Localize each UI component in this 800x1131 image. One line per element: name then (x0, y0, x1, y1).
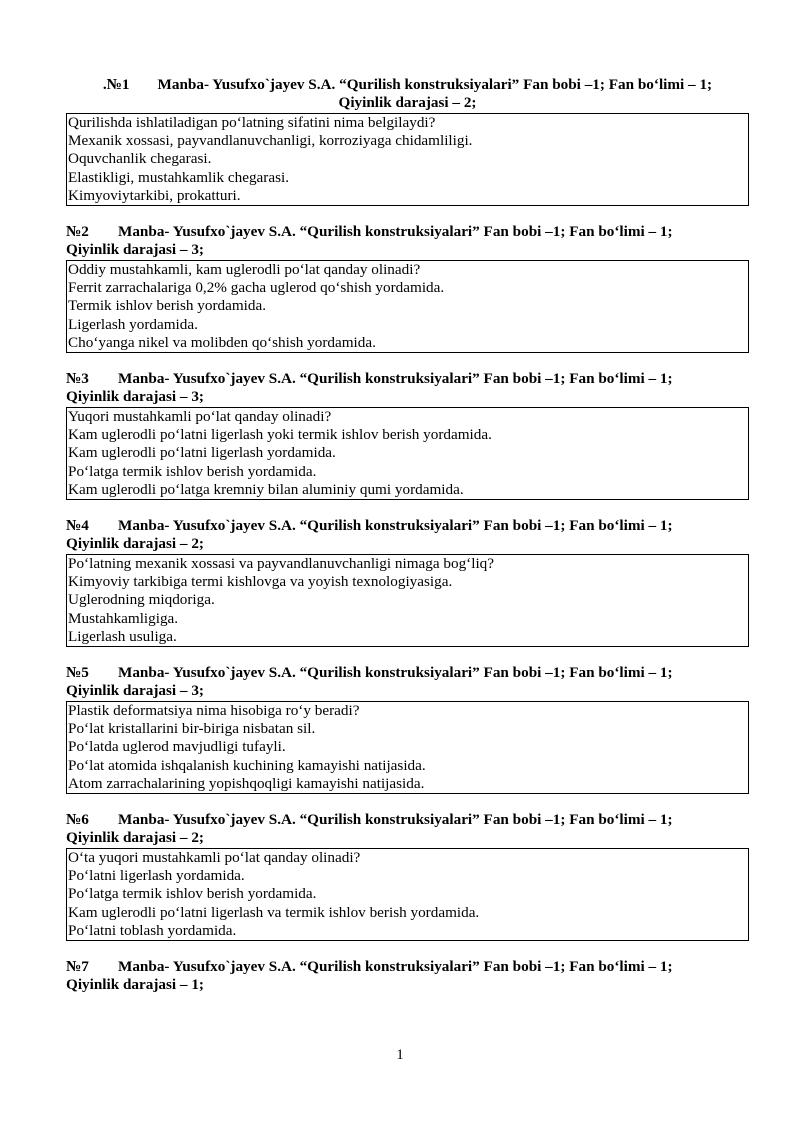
question-difficulty: Qiyinlik darajasi – 2; (338, 94, 477, 111)
answer-option: Po‘latni ligerlash yordamida. (68, 867, 245, 885)
answer-option: Kimyoviy tarkibiga termi kishlovga va yoyish texnologiyasiga. (68, 573, 453, 591)
question-block (66, 76, 749, 206)
answer-option: Mexanik xossasi, payvandlanuvchanligi, korroziyaga chidamliligi. (68, 132, 473, 150)
question-header (66, 517, 749, 553)
question-number: №5 (66, 664, 89, 682)
question-table (66, 260, 749, 353)
question-source: Manba- Yusufxo`jayev S.A. “Qurilish konstruksiyalari” Fan bobi –1; Fan bo‘limi – 1; (118, 811, 673, 829)
answer-option: Ligerlash yordamida. (68, 315, 198, 333)
answer-option: Atom zarrachalarining yopishqoqligi kamayishi natijasida. (68, 774, 425, 792)
answer-option: Ferrit zarrachalariga 0,2% gacha uglerod qo‘shish yordamida. (68, 279, 445, 297)
question-text: Qurilishda ishlatiladigan po‘latning sifatini nima belgilaydi? (68, 114, 436, 131)
question-difficulty: Qiyinlik darajasi – 3; (66, 241, 204, 259)
document-page (66, 76, 749, 1011)
question-number: №2 (66, 223, 89, 241)
answer-option: Termik ishlov berish yordamida. (68, 297, 267, 315)
question-text: O‘ta yuqori mustahkamli po‘lat qanday olinadi? (68, 849, 361, 867)
answer-option: Elastikligi, mustahkamlik chegarasi. (68, 168, 290, 186)
question-difficulty: Qiyinlik darajasi – 3; (66, 388, 204, 406)
question-header (66, 370, 749, 406)
question-number: №6 (66, 811, 89, 829)
answer-option: Kimyoviytarkibi, prokatturi. (68, 186, 241, 204)
answer-option: Po‘latga termik ishlov berish yordamida. (68, 885, 317, 903)
question-source: Manba- Yusufxo`jayev S.A. “Qurilish konstruksiyalari” Fan bobi –1; Fan bo‘limi – 1; (118, 370, 673, 388)
question-block (66, 811, 749, 941)
question-text: Po‘latning mexanik xossasi va payvandlanuvchanligi nimaga bog‘liq? (68, 555, 494, 573)
question-difficulty: Qiyinlik darajasi – 2; (66, 535, 204, 553)
question-difficulty: Qiyinlik darajasi – 3; (66, 682, 204, 700)
question-number: №4 (66, 517, 89, 535)
question-table (66, 701, 749, 794)
answer-option: Po‘lat kristallarini bir-biriga nisbatan sil. (68, 720, 316, 738)
question-header (66, 811, 749, 847)
question-difficulty: Qiyinlik darajasi – 1; (66, 976, 204, 994)
answer-option: Kam uglerodli po‘latni ligerlash yordamida. (68, 444, 336, 462)
question-table (66, 113, 749, 206)
question-header (66, 223, 749, 259)
answer-option: Po‘latda uglerod mavjudligi tufayli. (68, 738, 286, 756)
answer-option: Ligerlash usuliga. (68, 627, 177, 645)
answer-option: Kam uglerodli po‘latni ligerlash va termik ishlov berish yordamida. (68, 903, 480, 921)
question-table (66, 554, 749, 647)
question-text: Yuqori mustahkamli po‘lat qanday olinadi? (68, 408, 332, 426)
question-header (66, 958, 749, 994)
answer-option: Po‘lat atomida ishqalanish kuchining kamayishi natijasida. (68, 756, 426, 774)
question-difficulty: Qiyinlik darajasi – 2; (66, 829, 204, 847)
question-table (66, 407, 749, 500)
question-header (66, 664, 749, 700)
question-source: Manba- Yusufxo`jayev S.A. “Qurilish konstruksiyalari” Fan bobi –1; Fan bo‘limi – 1; (118, 958, 673, 976)
answer-option: Cho‘yanga nikel va molibden qo‘shish yordamida. (68, 333, 376, 351)
question-block (66, 517, 749, 647)
question-source: Manba- Yusufxo`jayev S.A. “Qurilish konstruksiyalari” Fan bobi –1; Fan bo‘limi – 1; (118, 517, 673, 535)
answer-option: Kam uglerodli po‘latni ligerlash yoki termik ishlov berish yordamida. (68, 426, 492, 444)
answer-option: Oquvchanlik chegarasi. (68, 150, 212, 168)
question-source: Manba- Yusufxo`jayev S.A. “Qurilish konstruksiyalari” Fan bobi –1; Fan bo‘limi – 1; (157, 76, 713, 93)
question-text: Plastik deformatsiya nima hisobiga ro‘y beradi? (68, 702, 360, 720)
question-source: Manba- Yusufxo`jayev S.A. “Qurilish konstruksiyalari” Fan bobi –1; Fan bo‘limi – 1; (118, 223, 673, 241)
question-number: №3 (66, 370, 89, 388)
answer-option: Kam uglerodli po‘latga kremniy bilan aluminiy qumi yordamida. (68, 480, 464, 498)
question-block (66, 370, 749, 500)
answer-option: Uglerodning miqdoriga. (68, 591, 215, 609)
answer-option: Po‘latga termik ishlov berish yordamida. (68, 462, 317, 480)
question-header (66, 76, 749, 112)
question-block (66, 958, 749, 994)
answer-option: Po‘latni toblash yordamida. (68, 921, 237, 939)
question-number: .№1 (102, 76, 130, 93)
question-table (66, 848, 749, 941)
question-block (66, 223, 749, 353)
answer-option: Mustahkamligiga. (68, 609, 179, 627)
question-block (66, 664, 749, 794)
page-number: 1 (396, 1047, 404, 1063)
question-number: №7 (66, 958, 89, 976)
question-text: Oddiy mustahkamli, kam uglerodli po‘lat qanday olinadi? (68, 261, 421, 279)
question-source: Manba- Yusufxo`jayev S.A. “Qurilish konstruksiyalari” Fan bobi –1; Fan bo‘limi – 1; (118, 664, 673, 682)
